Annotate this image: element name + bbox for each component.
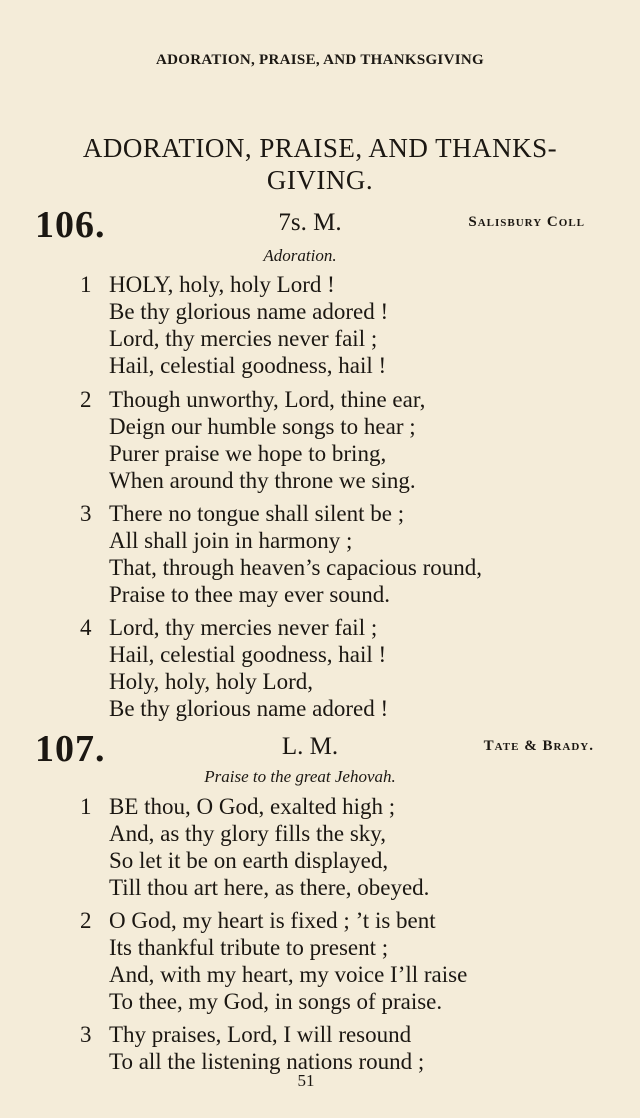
verse-line: To thee, my God, in songs of praise. xyxy=(109,989,443,1014)
verse-line: To all the listening nations round ; xyxy=(109,1049,425,1074)
verse-number: 3 xyxy=(80,1022,92,1047)
verse-line: Be thy glorious name adored ! xyxy=(109,299,389,324)
verse-line: Thy praises, Lord, I will resound xyxy=(109,1022,412,1047)
verse-number: 2 xyxy=(80,908,92,933)
verse-line: Till thou art here, as there, obeyed. xyxy=(109,875,430,900)
section-title xyxy=(0,132,640,196)
verse-line: That, through heaven’s capacious round, xyxy=(109,555,482,580)
hymn-meter: 7s. M. xyxy=(278,209,342,236)
verse-line: And, with my heart, my voice I’ll raise xyxy=(109,962,468,987)
hymn-subtitle: Adoration. xyxy=(263,246,337,265)
verse-line: There no tongue shall silent be ; xyxy=(109,501,405,526)
verse-line: O God, my heart is fixed ; ’t is bent xyxy=(109,908,436,933)
verse-line: Though unworthy, Lord, thine ear, xyxy=(109,387,426,412)
verse-number: 3 xyxy=(80,501,92,526)
verse-line: Purer praise we hope to bring, xyxy=(109,441,387,466)
verse-line: And, as thy glory fills the sky, xyxy=(109,821,387,846)
hymn-author: Tate & Brady. xyxy=(483,738,594,754)
verse-number: 1 xyxy=(80,272,92,297)
verse-line: Be thy glorious name adored ! xyxy=(109,696,389,721)
verse-line: BE thou, O God, exalted high ; xyxy=(109,794,396,819)
verse-line: Lord, thy mercies never fail ; xyxy=(109,326,378,351)
verse-number: 1 xyxy=(80,794,92,819)
verse-line: So let it be on earth displayed, xyxy=(109,848,389,873)
hymn-106-header xyxy=(0,204,640,250)
hymn-number: 107. xyxy=(35,728,106,770)
section-title-line-1: ADORATION, PRAISE, AND THANKS- xyxy=(82,133,558,163)
verse-line: Holy, holy, holy Lord, xyxy=(109,669,314,694)
verse-line: Praise to thee may ever sound. xyxy=(109,582,391,607)
page-number: 51 xyxy=(297,1071,315,1090)
hymn-number: 106. xyxy=(35,204,106,246)
verse-line: Deign our humble songs to hear ; xyxy=(109,414,416,439)
running-head: ADORATION, PRAISE, AND THANKSGIVING xyxy=(156,52,484,68)
verse-line: Lord, thy mercies never fail ; xyxy=(109,615,378,640)
section-title-line-2: GIVING. xyxy=(266,165,374,195)
hymn-meter: L. M. xyxy=(281,733,339,760)
verse-number: 4 xyxy=(80,615,92,640)
verse-line: HOLY, holy, holy Lord ! xyxy=(109,272,335,297)
hymn-author: Salisbury Coll xyxy=(468,214,585,230)
verse-line: Hail, celestial goodness, hail ! xyxy=(109,642,387,667)
verse-number: 2 xyxy=(80,387,92,412)
verse-line: When around thy throne we sing. xyxy=(109,468,416,493)
verse-line: Its thankful tribute to present ; xyxy=(109,935,389,960)
verse-line: Hail, celestial goodness, hail ! xyxy=(109,353,387,378)
hymn-subtitle: Praise to the great Jehovah. xyxy=(204,767,396,786)
verse-line: All shall join in harmony ; xyxy=(109,528,353,553)
